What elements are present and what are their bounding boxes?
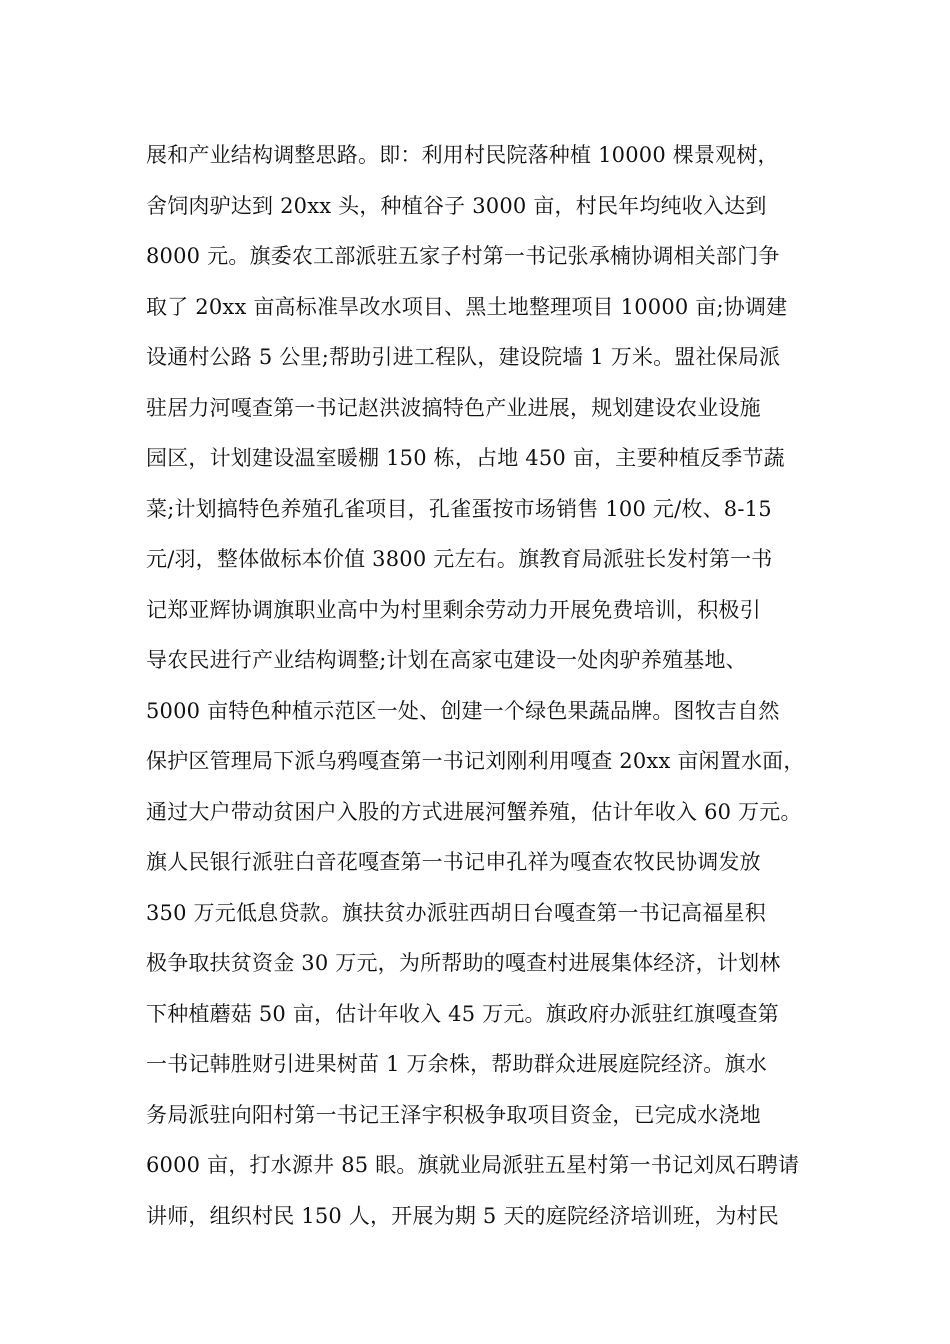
text-line: 旗人民银行派驻白音花嘎查第一书记申孔祥为嘎查农牧民协调发放 xyxy=(146,850,761,874)
text-line: 讲师，组织村民 150 人，开展为期 5 天的庭院经济培训班，为村民 xyxy=(146,1203,779,1228)
text-line: 保护区管理局下派乌鸦嘎查第一书记刘刚利用嘎查 20xx 亩闲置水面， xyxy=(146,749,805,773)
text-line: 8000 元。旗委农工部派驻五家子村第一书记张承楠协调相关部门争 xyxy=(146,244,780,268)
text-line: 舍饲肉驴达到 20xx 头，种植谷子 3000 亩，村民年均纯收入达到 xyxy=(146,193,767,218)
text-line: 一书记韩胜财引进果树苗 1 万余株，帮助群众进展庭院经济。旗水 xyxy=(146,1052,767,1076)
text-line: 菜;计划搞特色养殖孔雀项目，孔雀蛋按市场销售 100 元/枚、8-15 xyxy=(146,496,772,521)
text-line: 驻居力河嘎查第一书记赵洪波搞特色产业进展，规划建设农业设施 xyxy=(146,395,761,420)
text-line: 通过大户带动贫困户入股的方式进展河蟹养殖，估计年收入 60 万元。 xyxy=(146,799,802,824)
text-line: 5000 亩特色种植示范区一处、创建一个绿色果蔬品牌。图牧吉自然 xyxy=(146,698,780,723)
text-line: 务局派驻向阳村第一书记王泽宇积极争取项目资金，已完成水浇地 xyxy=(146,1102,761,1127)
text-line: 350 万元低息贷款。旗扶贫办派驻西胡日台嘎查第一书记高福星积 xyxy=(146,900,766,925)
text-line: 下种植蘑菇 50 亩，估计年收入 45 万元。旗政府办派驻红旗嘎查第 xyxy=(146,1001,779,1026)
text-line: 元/羽，整体做标本价值 3800 元左右。旗教育局派驻长发村第一书 xyxy=(146,547,773,571)
body-paragraph xyxy=(146,130,826,1241)
text-line: 6000 亩，打水源井 85 眼。旗就业局派驻五星村第一书记刘凤石聘请 xyxy=(146,1153,800,1177)
text-line: 记郑亚辉协调旗职业高中为村里剩余劳动力开展免费培训，积极引 xyxy=(146,597,761,622)
text-line: 极争取扶贫资金 30 万元，为所帮助的嘎查村进展集体经济，计划林 xyxy=(146,951,781,975)
text-line: 展和产业结构调整思路。即：利用村民院落种植 10000 棵景观树， xyxy=(146,143,779,167)
text-line: 取了 20xx 亩高标准旱改水项目、黑土地整理项目 10000 亩;协调建 xyxy=(146,294,788,319)
text-line: 园区，计划建设温室暖棚 150 栋，占地 450 亩，主要种植反季节蔬 xyxy=(146,446,785,470)
text-line: 导农民进行产业结构调整;计划在高家屯建设一处肉驴养殖基地、 xyxy=(146,648,747,672)
text-line: 设通村公路 5 公里;帮助引进工程队，建设院墙 1 万米。盟社保局派 xyxy=(146,345,781,369)
